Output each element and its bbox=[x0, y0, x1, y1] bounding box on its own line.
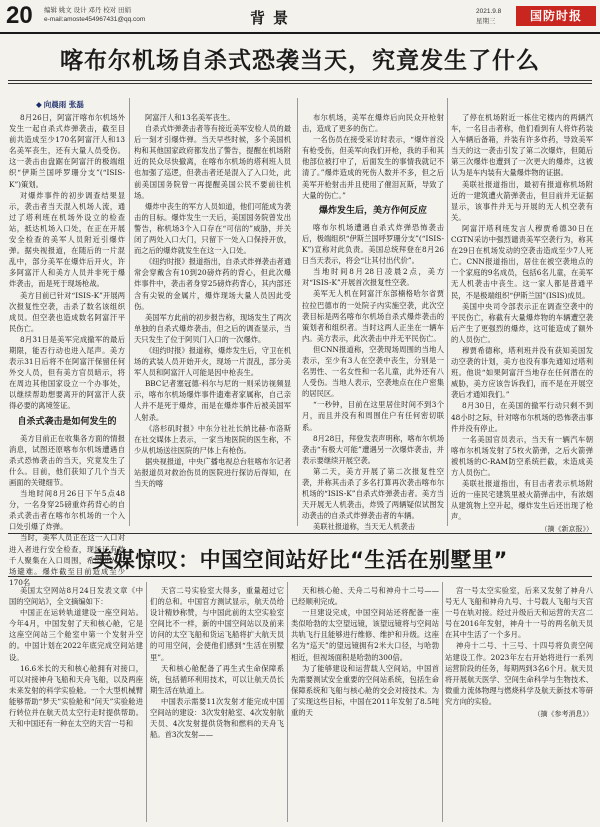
paragraph: 美军无人机在阿富汗东部楠格哈尔省贾拉拉巴德市的一处院子内实施空袭，此次空袭目标是两名喀布尔机场自杀式爆炸袭击的策划者和组织者。当时这两人正坐在一辆车内。美方表示，此次袭击中并无平民伤亡。 bbox=[302, 289, 444, 343]
section-title: 背景 bbox=[250, 9, 297, 27]
article1-column-2 bbox=[134, 112, 291, 489]
column-divider bbox=[447, 98, 448, 526]
article1-column-1 bbox=[9, 112, 125, 588]
column-divider bbox=[287, 582, 288, 822]
paragraph: 16.6米长的天和核心舱拥有对接口，可以对接神舟飞船和天舟飞船，以及两座未来发射的科学实验舱。一个大型机械臂能够帮助“梦天”实验舱和“问天”实验舱进行转位并在航天员太空行走时提供帮助。天和中国还有一种在太空的天宫一号和 bbox=[9, 663, 143, 729]
paragraph: 当地时间8月26日下午5点48分，一名身穿25磅重炸药背心的自杀式袭击者在喀布尔机场的一个入口处引爆了炸弹。 bbox=[9, 489, 125, 532]
article2-source-credit: （摘《参考消息》） bbox=[533, 710, 593, 719]
paragraph: 当地时间8月28日凌晨2点，美方对“ISIS-K”开展首次报复性空袭。 bbox=[302, 267, 444, 288]
byline-diamond-icon: ◆ bbox=[36, 100, 42, 109]
paragraph: 《纽约时报》报道称，爆炸发生后，守卫在机场的武装人员开始开火，现场一片混乱，部分美军人员和阿富汗人可能是因中枪丧生。 bbox=[134, 345, 291, 378]
paragraph: 布尔机场，美军在爆炸后向民众开枪射击，造成了更多的伤亡。 bbox=[302, 113, 444, 134]
paragraph: 美联社报道指出，有目击者表示机场附近的一座民宅建筑里被火箭弹击中，有浓烟从建筑物上空升起，爆炸发生后还出现了枪声。 bbox=[451, 479, 593, 522]
paragraph: 8月31日是美军完成撤军的最后期限，能否行动也进入尾声。美方表示31日后将不在阿富汗保留任何外交人员，但有美方官员暗示，将在周边其他国家设立一个办事处，以继续帮助想要离开的阿富汗人获得必要的离境签证。 bbox=[9, 334, 125, 411]
article2-column-1 bbox=[9, 585, 143, 729]
article1-column-3 bbox=[302, 112, 444, 532]
paragraph: 一名美国官员表示，当天有一辆汽车朝喀布尔机场发射了5枚火箭弹，之后火箭弹被机场的C-RAM防空系统拦截，未造成美方人员伤亡。 bbox=[451, 434, 593, 477]
paragraph: 天和核心舱、天舟二号和神舟十二号——已经顺利完成。 bbox=[291, 586, 439, 607]
paragraph: 阿富汗人和13名美军丧生。 bbox=[144, 113, 235, 122]
paragraph: 中国表示需要11次发射才能完成中国空间站的建设：3次发射舱室、4次发射航天员、4次发射提供货物和燃料的天舟飞船。首3次发射—— bbox=[150, 696, 284, 740]
paragraph: 美国中央司令部表示正在调查空袭中的平民伤亡，称截有大量爆炸物的车辆遭空袭后产生了更强烈的爆炸，这可能造成了额外的人员伤亡。 bbox=[451, 301, 593, 344]
paragraph: 喀布尔机场遭遇自杀式炸弹恐怖袭击后，极端组织“伊斯兰国呼罗珊分支”(“ISIS-K”)宣称对此负责。美国总统拜登在8月26日当天表示，将会“让其付出代价”。 bbox=[302, 222, 444, 266]
issue-date: 2021.9.8 bbox=[476, 8, 502, 15]
paragraph: 一名伤员在接受采访时表示，“爆炸首没有枪受伤，但美军向我们开枪，我的手和其他部位被打中了，后面发生的事情我就记不清了。”爆炸造成的死伤人数并不多，但之后美军开枪射击并且使用了催泪瓦斯，导致了大量的伤亡。” bbox=[302, 135, 444, 200]
column-divider bbox=[297, 98, 298, 526]
article1-column-4 bbox=[451, 112, 593, 536]
byline-authors: 向晨雨 张磊 bbox=[43, 100, 84, 109]
divider bbox=[8, 576, 592, 577]
subheading: 自杀式袭击是如何发生的 bbox=[17, 416, 117, 427]
paragraph: 自杀式炸弹袭击者等有接近美军安检人员的最后一刻才引爆炸弹。当天早些时候，多个美国机构和其他国家政府都发出了警告，提醒在机场附近的民众尽快撤离，在喀布尔机场的塔利班人员也加强了巡逻，但袭击者还是混入了入口处，此前美国国务院曾一再提醒美国公民不要前往机场。 bbox=[134, 124, 291, 200]
paragraph: 宫一号太空实验室，后来又发射了神舟八号无人飞船和神舟九号、十号载人飞船与天宫一号在轨对接。经过升级后天和运营的天宫二号在2016年发射，神舟十一号的两名航天员在其中生活了一个多月。 bbox=[445, 586, 593, 640]
paragraph: 美联社报道指出，最初有报道称机场附近的一建筑遭火箭弹袭击，但目前并无证据显示，该事件并无与开展的无人机空袭有关。 bbox=[451, 179, 593, 222]
page-number: 20 bbox=[6, 2, 33, 29]
paragraph: 美方目前正在收集各方面的情报消息，试图还原喀布尔机场遭遇自杀式恐怖袭击的当天，究竟发生了什么。目前，他们获知了几个当天画面的关键细节。 bbox=[9, 433, 125, 487]
paragraph: 对爆炸事件的初步调查结果显示，袭击者当天混入机场人流，通过了塔利班在机场外设立的检查站，抵达机场入口处，在正在开展安全检查的美军人员附近引爆炸弹。据央视报道，在随后的一片混乱中，部分美军在爆炸后开火，许多阿富汗人和美方人员并非死于爆炸袭击，而是死于现场枪战。 bbox=[9, 190, 125, 289]
editor-info bbox=[44, 7, 145, 24]
paragraph: 据央视报道，中央广播电视总台驻喀布尔记者站报道员对救治伤员的医院进行探访后得知，在当天的喀 bbox=[134, 456, 291, 489]
column-divider bbox=[129, 98, 130, 526]
editor-line: 编辑 姚文 设计 邓丹 校对 田娟 bbox=[44, 7, 132, 14]
paragraph: 为了能够建设和运营载人空间站，中国首先需要测试安全重要的空间站系统，包括生命保障系统和飞船与核心舱的交会对接技术。为了实现这些目标，中国在2011年发射了8.5吨重的天 bbox=[291, 663, 439, 718]
paragraph: 《纽约时报》报道指出，自杀式炸弹袭击者通常会穿戴含有10到20磅炸药的背心，但此次爆炸事件中，袭击者身穿25磅炸药背心，其内部还含有尖锐的金属片，爆炸现场大量人员因此受伤。 bbox=[134, 257, 291, 311]
paragraph: 阿富汗塔利班发言人穆贾希德30日在CGTN采访中强烈谴责美军空袭行为，称其在29日在机场发动的空袭击造成至少7人死亡。CNN报道指出，居住在被空袭地点的一个家庭的9名成员，包括6名儿童，在美军无人机袭击中丧生。这一家人都是普通平民，不是极端组织“伊斯兰国”(ISIS)成员。 bbox=[451, 223, 593, 300]
article2-column-4 bbox=[445, 585, 593, 720]
paragraph: 一旦建设完成，中国空间站还将配备一座类似哈勃的太空望远镜，该望远镜将与空间站共轨飞行且能够进行维修、维护和升级。这座名为“巡天”的望远镜拥有2米大口径，与哈勃相近，但视场面积是哈勃的300倍。 bbox=[291, 608, 439, 662]
paragraph: 《洛杉矶时报》中东分社社长纳比赫·布洛斯在社交媒体上表示，一家当地医院的医生称，不少从机场送往医院的尸体上有枪伤。 bbox=[134, 423, 291, 455]
paragraph: 爆炸中丧生的军方人员如道，他们可能成为袭击的目标。爆炸发生一天后，美国国务院曾发出警告，称机场3个入口存在“可信的”威胁，并关闭了两处入口大门，只留下一处入口保持开放，而之后的爆炸就发生在这一入口处。 bbox=[134, 201, 291, 256]
article2-headline: 美媒惊叹：中国空间站好比“生活在别墅里” bbox=[92, 548, 508, 572]
paragraph: 中国正在运转轨道建设一座空间站。今年4月，中国发射了天和核心舱，它是这座空间站三个舱室中第一个发射升空的。中国计划在2022年底完成空间站建设。 bbox=[9, 608, 143, 662]
article1-source-credit: （摘《新京报》） bbox=[540, 525, 593, 534]
paragraph: BBC记者塞冠德·科尔与尼的一则采访视频显示，喀布尔机场爆炸事件遗难者家属称，自己亲人并不是死于爆炸，而是在爆炸事件后被美国军人射杀。 bbox=[134, 379, 291, 422]
paragraph: 第二天，美方开展了第二次报复性空袭，并称其击杀了多名打算再次袭击喀布尔机场的“ISIS-K”自杀式炸弹袭击者。美方当天开展无人机袭击，炸毁了两辆疑似试图发动袭击的自杀式炸弹袭击者的车辆。 bbox=[302, 466, 444, 521]
paragraph: 美国军方此前的初步报告称，现场发生了两次单独的自杀式爆炸袭击，但之后的调查显示，当天只发生了位于阿贝门入口的一次爆炸。 bbox=[134, 312, 291, 344]
paragraph: 天宫二号实验室大得多，重量超过它们的总和。中国官方测试显示，航天员给设计精妙称赞，与中国此前的太空实验室空间比不一样，新的中国空间站以及前来访问的太空飞船和货运飞船将扩大航天员的可用空间，会使他们感到“生活在别墅里”。 bbox=[150, 586, 284, 662]
date-info bbox=[476, 7, 501, 27]
paragraph: 8月30日，在美国的撤军行动只剩不到48小时之际，针对喀布尔机场的恐怖袭击事件并没有停止。 bbox=[451, 401, 593, 433]
paragraph: 当时，美军人员正在这一入口对进入者进行安全检查，现场还有数千人聚集在入口周围，希望进入机场避难。爆炸截至目前造成至少170名 bbox=[9, 533, 125, 587]
weekday: 星期三 bbox=[476, 18, 496, 25]
paragraph: 美国太空网站8月24日发表文章《中国的空间站》，全文摘编如下： bbox=[9, 586, 143, 607]
paragraph: 8月28日，拜登发表声明称，喀布尔机场袭击“有极大可能”遭遇另一次爆炸袭击，并表示要继续开展空袭。 bbox=[302, 433, 444, 465]
column-divider bbox=[442, 582, 443, 822]
paragraph: 美联社报道称，当天无人机袭击 bbox=[312, 522, 416, 532]
paragraph: 了停在机场附近一栋住宅楼内的两辆汽车，一名目击者称，他们看到有人将炸药装入车辆后备箱，并装有许多炸药，导致美军当天的这一袭击引发了第二次爆炸，但随后第三次爆炸也遭到了一次更大的爆炸，这被认为是车内装有大量爆炸物的证据。 bbox=[451, 113, 593, 178]
paragraph: 天和核心舱配备了再生式生命保障系统，包括循环利用技术，可以让航天员长期生活在轨道上。 bbox=[150, 663, 284, 695]
divider bbox=[8, 83, 592, 84]
article1-byline bbox=[36, 99, 84, 110]
paragraph: “一秒钟，目前在这里居住时间不到3个月，而且并没有和周围住户有任何密切联系。 bbox=[302, 400, 444, 432]
editor-email: e-mail:amoste454967431@qq.com bbox=[44, 15, 146, 23]
paragraph: 穆贾希德称，塔利班并没有获知美国发动空袭的计划，美方也没有事先通知过塔利班。他说“如果阿富汗当地存在任何潜在的威胁，美方应该告诉我们，而不是在开展空袭后才通知我们。” bbox=[451, 345, 593, 400]
article2-column-2 bbox=[150, 585, 284, 740]
paragraph: 美方目前已针对“ISIS-K”开展两次报复性空袭，击杀了数名该组织成员。但空袭也造成数名阿富汗平民伤亡。 bbox=[9, 290, 125, 333]
paragraph: 8月26日，阿富汗喀布尔机场外发生一起自杀式炸弹袭击，截至目前共造成至少170名阿富汗人和13名美军丧生，还有大量人员受伤。这一袭击由盘踞在阿富汗的极端组织“伊斯兰国呼罗珊分支”(“ISIS-K”)策划。 bbox=[9, 113, 125, 189]
article1-headline: 喀布尔机场自杀式恐袭当天，究竟发生了什么 bbox=[60, 48, 540, 74]
article2-column-3 bbox=[291, 585, 439, 718]
paragraph: 神舟十二号、十三号、十四号将负责空间站建设工作。2023年左右开始将进行一系列运营阶段的任务，每期两到3名6个月。航天员将开展航天医学、空间生命科学与生物技术、微重力流体物理与燃烧科学及航天新技术等研究方向的实验。 bbox=[445, 641, 593, 706]
paragraph: 但CNN报道称，空袭现场周围的当地人表示，至少有3人在空袭中丧生，分别是一名男性、一名女性和一名儿童，此外还有八人受伤。当地人表示，空袭地点在住户密集的居民区。 bbox=[302, 344, 444, 399]
page-header bbox=[0, 0, 600, 34]
column-divider bbox=[146, 582, 147, 822]
subheading: 爆炸发生后，美方作何反应 bbox=[318, 205, 427, 216]
divider bbox=[8, 533, 592, 534]
masthead-logo: 国防时报 bbox=[516, 6, 596, 26]
divider bbox=[8, 80, 592, 81]
